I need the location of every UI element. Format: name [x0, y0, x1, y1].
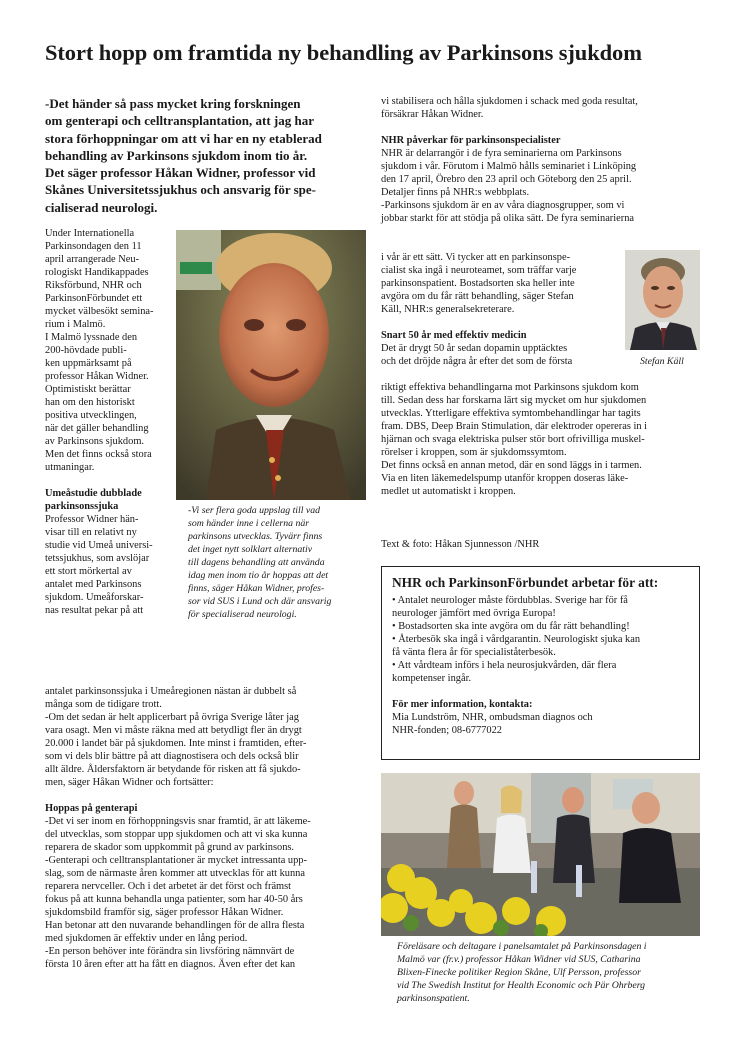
- section-heading: NHR påverkar för parkinsonspecialister: [381, 135, 561, 146]
- text-line: Det finns också en annan metod, där en sond läggs in i tarmen.: [381, 460, 642, 471]
- widner-portrait-photo: [176, 230, 366, 500]
- section-heading: Umeåstudie dubblade: [45, 488, 142, 499]
- text-line: mycket välbesökt semina-: [45, 306, 154, 317]
- caption-line: -Vi ser flera goda uppslag till vad: [188, 505, 321, 516]
- text-line: allt äldre. Åldersfaktorn är betydande för risken att få sjukdo-: [45, 764, 301, 775]
- text-line: avgöra om du får rätt behandling, säger Stefan: [381, 291, 574, 302]
- text-line: -Om det sedan är helt applicerbart på övriga Sverige låter jag: [45, 712, 299, 723]
- text-line: när det gäller behandling: [45, 423, 149, 434]
- panel-photo-caption: [397, 940, 702, 1005]
- text-line: ken uppmärksamt på: [45, 358, 132, 369]
- text-line: slag, som de närmaste åren kommer att utvecklas för att kunna: [45, 868, 305, 879]
- text-line: sjukdomsbild framför sig, säger professor Håkan Widner.: [45, 907, 284, 918]
- text-line: reparera nervceller. Och i det arbetet är det först och främst: [45, 881, 292, 892]
- text-line: i vår är ett sätt. Vi tycker att en parkinsonspe-: [381, 252, 571, 263]
- credit-line: Text & foto: Håkan Sjunnesson /NHR: [381, 539, 540, 550]
- fact-line: kompetenser ingår.: [392, 673, 472, 684]
- lead-line: Skånes Universitetssjukhus och ansvarig för spe-: [45, 182, 316, 198]
- text-line: april arrangerade Neu-: [45, 254, 140, 265]
- widner-photo-caption: [188, 504, 368, 621]
- fact-line: • Antalet neurologer måste fördubblas. Sverige har för få: [392, 595, 628, 606]
- right-column-text: [381, 95, 701, 225]
- article-credit: [381, 538, 701, 551]
- lead-line: Det säger professor Håkan Widner, professor vid: [45, 165, 316, 181]
- kall-portrait-photo: [625, 250, 700, 350]
- text-line: fokus på att kunna behandla unga patienter, som har 40-50 års: [45, 894, 303, 905]
- medicine-text: [381, 381, 701, 498]
- text-line: visar till en relativt ny: [45, 527, 137, 538]
- text-line: utmaningar.: [45, 462, 95, 473]
- intro-text: [45, 227, 173, 617]
- text-line: ett stort mörkertal av: [45, 566, 132, 577]
- text-line: NHR är delarrangör i de fyra seminarierna om Parkinsons: [381, 148, 622, 159]
- fact-box-title: NHR och ParkinsonFörbundet arbetar för att:: [392, 575, 659, 590]
- section-heading: Hoppas på genterapi: [45, 803, 138, 814]
- text-line: rörelser i kroppen, som är sjukdomssymtom.: [381, 447, 567, 458]
- text-line: -Det vi ser inom en förhoppningsvis snar framtid, är att läkeme-: [45, 816, 311, 827]
- fact-line: få vänta flera år för specialiståterbesök.: [392, 647, 556, 658]
- caption-line: det inget nytt solklart alternativ: [188, 544, 313, 555]
- lead-line: stora förhoppningar om att vi har en ny etablerad: [45, 130, 322, 146]
- text-line: första 10 åren efter att ha fått en diagnos. Även efter det kan: [45, 959, 296, 970]
- text-line: tetssjukhus, som avslöjar: [45, 553, 150, 564]
- kall-photo-caption: [640, 355, 700, 368]
- text-line: 20.000 i landet bär på sjukdomen. Inte minst i framtiden, efter-: [45, 738, 307, 749]
- text-line: sjukdom i vår. Förutom i Malmö hålls seminariet i Linköping: [381, 161, 637, 172]
- text-line: jobbar starkt för att stödja på olika sätt. De fyra seminarierna: [381, 213, 635, 224]
- text-line: ParkinsonFörbundet ett: [45, 293, 143, 304]
- section-heading: Snart 50 år med effektiv medicin: [381, 330, 527, 341]
- text-line: till. Sedan dess har forskarna lärt sig mycket om hur sjukdomen: [381, 395, 647, 406]
- text-line: många som de tidigare trott.: [45, 699, 162, 710]
- umea-continued-text: [45, 685, 365, 971]
- caption-line: finns, säger Håkan Widner, profes-: [188, 583, 325, 594]
- text-line: Käll, NHR:s generalsekreterare.: [381, 304, 515, 315]
- text-line: fram. DBS, Deep Brain Stimulation, där elektroder opereras in i: [381, 421, 648, 432]
- text-line: han om den historiskt: [45, 397, 135, 408]
- text-line: rium i Malmö.: [45, 319, 106, 330]
- panel-discussion-photo: [381, 773, 700, 936]
- text-line: nas resultat pekar på att: [45, 605, 144, 616]
- text-line: sjukdom. Umeåforskar-: [45, 592, 144, 603]
- fact-line: • Återbesök ska ingå i vårdgarantin. Neurologiskt sjuka kan: [392, 634, 641, 645]
- nhr-narrow-text: [381, 251, 621, 368]
- article-title: Stort hopp om framtida ny behandling av Parkinsons sjukdom: [45, 40, 642, 65]
- caption-line: till dagens behandling att använda: [188, 557, 325, 568]
- text-line: I Malmö lyssnade den: [45, 332, 138, 343]
- caption-line: idag men inom tio år hoppas att det: [188, 570, 329, 581]
- text-line: Det är drygt 50 år sedan dopamin upptäcktes: [381, 343, 568, 354]
- lead-paragraph: [45, 95, 370, 216]
- lead-line: cialiserad neurologi.: [45, 199, 158, 215]
- caption-line: Stefan Käll: [640, 356, 684, 367]
- lead-line: -Det händer så pass mycket kring forskningen: [45, 96, 301, 111]
- caption-line: vid The Swedish Institut for Health Economic och Pär Ohrberg: [397, 980, 646, 991]
- text-line: cialist ska ingå i neuroteamet, som träffar varje: [381, 265, 577, 276]
- text-line: reparera de skador som uppkommit på grund av parkinsons.: [45, 842, 295, 853]
- fact-box: [381, 566, 700, 760]
- text-line: 200-hövdade publi-: [45, 345, 127, 356]
- text-line: men, säger Håkan Widner och fortsätter:: [45, 777, 214, 788]
- text-line: Under Internationella: [45, 228, 135, 239]
- contact-line: Mia Lundström, NHR, ombudsman diagnos och: [392, 712, 593, 723]
- section-heading: parkinsonssjuka: [45, 501, 119, 512]
- text-line: del utvecklas, som stoppar upp sjukdomen och att vi ska kunna: [45, 829, 308, 840]
- caption-line: Malmö var (fr.v.) professor Håkan Widner vid SUS, Catharina: [397, 954, 641, 965]
- text-line: medlet ut automatiskt i kroppen.: [381, 486, 516, 497]
- fact-line: • Bostadsorten ska inte avgöra om du får rätt behandling!: [392, 621, 630, 632]
- text-line: -Genterapi och celltransplantationer är mycket intressanta upp-: [45, 855, 307, 866]
- caption-line: för specialiserad neurologi.: [188, 609, 297, 620]
- text-line: Detaljer finns på NHR:s webbplats.: [381, 187, 530, 198]
- fact-line: neurologer jämfört med övriga Europa!: [392, 608, 556, 619]
- text-line: Men det finns också stora: [45, 449, 152, 460]
- text-line: vi stabilisera och hålla sjukdomen i schack med goda resultat,: [381, 96, 638, 107]
- text-line: antalet parkinsonssjuka i Umeåregionen nästan är dubbelt så: [45, 686, 297, 697]
- text-line: Parkinsondagen den 11: [45, 241, 142, 252]
- text-line: utvecklas. Ytterligare effektiva symtombehandlingar har tagits: [381, 408, 641, 419]
- text-line: parkinsonspatient. Bostadsorten ska heller inte: [381, 278, 575, 289]
- text-line: studie vid Umeå universi-: [45, 540, 153, 551]
- contact-heading: För mer information, kontakta:: [392, 699, 533, 710]
- text-line: rologiskt Handikappades: [45, 267, 149, 278]
- text-line: och det dröjde några år efter det som de första: [381, 356, 573, 367]
- text-line: den 17 april, Örebro den 23 april och Göteborg den 25 april.: [381, 174, 632, 185]
- text-line: -Parkinsons sjukdom är en av våra diagnosgrupper, som vi: [381, 200, 625, 211]
- text-line: Optimistiskt berättar: [45, 384, 131, 395]
- caption-line: parkinsons utvecklas. Tyvärr finns: [188, 531, 323, 542]
- fact-box-body: [392, 594, 640, 737]
- text-line: vara osagt. Men vi måste räkna med att betydligt fler än drygt: [45, 725, 302, 736]
- lead-line: om genterapi och celltransplantation, att jag har: [45, 113, 315, 129]
- caption-line: sor vid SUS i Lund och där ansvarig: [188, 596, 332, 607]
- caption-line: parkinsonspatient.: [397, 993, 470, 1004]
- text-line: professor Håkan Widner.: [45, 371, 149, 382]
- text-line: av Parkinsons sjukdom.: [45, 436, 145, 447]
- lead-line: behandling av Parkinsons sjukdom inom tio år.: [45, 147, 308, 163]
- text-line: med sjukdomen är effektiv under en lång period.: [45, 933, 248, 944]
- text-line: -En person behöver inte förändra sin livsföring nämnvärt de: [45, 946, 295, 957]
- text-line: Via en liten läkemedelspump utanför kroppen doseras läke-: [381, 473, 629, 484]
- text-line: Professor Widner hän-: [45, 514, 139, 525]
- caption-line: Föreläsare och deltagare i panelsamtalet på Parkinsonsdagen i: [397, 941, 647, 952]
- text-line: positiva utvecklingen,: [45, 410, 137, 421]
- contact-line: NHR-fonden; 08-6777022: [392, 725, 502, 736]
- text-line: försäkrar Håkan Widner.: [381, 109, 484, 120]
- text-line: hjärnan och svaga elektriska pulser stör bort ofrivilliga muskel-: [381, 434, 645, 445]
- text-line: antalet med Parkinsons: [45, 579, 142, 590]
- caption-line: som händer inne i cellerna när: [188, 518, 310, 529]
- text-line: riktigt effektiva behandlingarna mot Parkinsons sjukdom kom: [381, 382, 639, 393]
- caption-line: Blixen-Finecke politiker Region Skåne, Ulf Persson, professor: [397, 967, 641, 978]
- text-line: Riksförbund, NHR och: [45, 280, 142, 291]
- text-line: Han betonar att den nuvarande behandlingen för de allra flesta: [45, 920, 305, 931]
- fact-line: • Att vårdteam införs i hela neurosjukvården, där flera: [392, 660, 617, 671]
- text-line: som vi dels blir bättre på att diagnostisera och dels också blir: [45, 751, 299, 762]
